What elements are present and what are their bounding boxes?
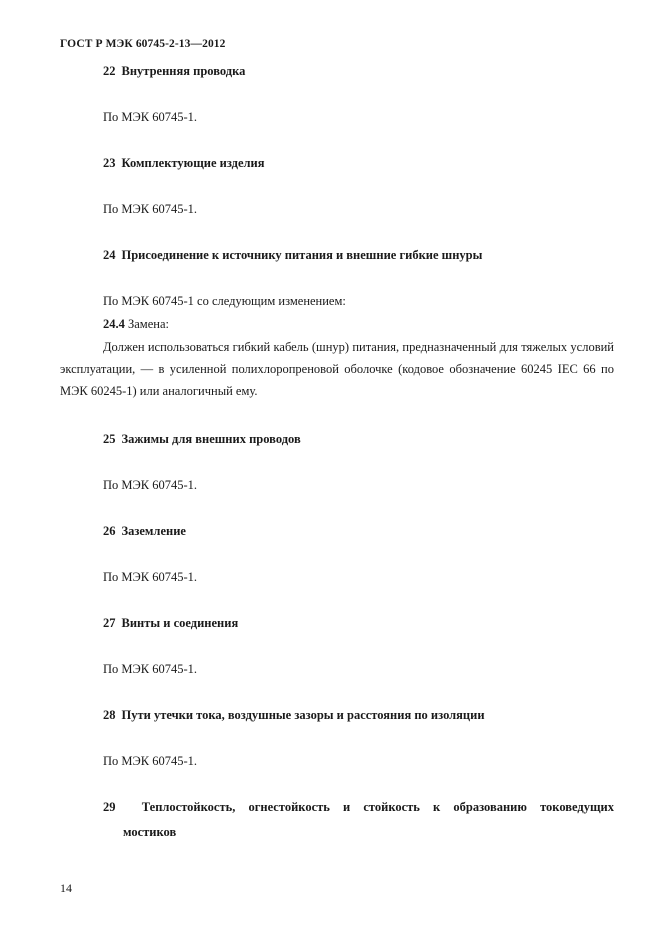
section-number: 23	[103, 156, 116, 170]
section-number: 25	[103, 432, 116, 446]
section-number: 27	[103, 616, 116, 630]
section-title: Заземление	[121, 524, 186, 538]
section-title: Зажимы для внешних проводов	[121, 432, 301, 446]
section-title: Комплектующие изделия	[121, 156, 265, 170]
section-number: 24	[103, 248, 116, 262]
section-title-line1	[103, 795, 614, 820]
section-title: Теплостойкость, огнестойкость и стойкость к образованию токоведущих	[141, 800, 614, 814]
section-body-24: По МЭК 60745-1 со следующим изменением:	[103, 294, 346, 308]
section-number: 26	[103, 524, 116, 538]
section-title: Винты и соединения	[121, 616, 239, 630]
section-body-22: По МЭК 60745-1.	[103, 110, 198, 124]
section-title: Пути утечки тока, воздушные зазоры и расстояния по изоляции	[121, 708, 485, 722]
section-body-25: По МЭК 60745-1.	[103, 478, 198, 492]
section-body-23: По МЭК 60745-1.	[103, 202, 198, 216]
section-heading-28	[103, 708, 485, 723]
document-header: ГОСТ Р МЭК 60745-2-13—2012	[60, 38, 226, 50]
subsection-number: 24.4	[103, 317, 125, 331]
section-heading-22	[103, 64, 245, 79]
section-heading-27	[103, 616, 238, 631]
section-heading-29	[103, 795, 614, 845]
subsection-paragraph: Должен использоваться гибкий кабель (шнур) питания, предназначенный для тяжелых условий эксплуатации, — в усиленной полихлоропреновой оболочке (кодовое обозначение 60245 IEC 66 по МЭК 60245-1) или аналогичный ему.	[60, 340, 614, 398]
section-body-27: По МЭК 60745-1.	[103, 662, 198, 676]
page-number: 14	[60, 881, 72, 895]
section-body-26: По МЭК 60745-1.	[103, 570, 198, 584]
section-number: 29	[103, 800, 116, 814]
section-heading-25	[103, 432, 301, 447]
section-number: 28	[103, 708, 116, 722]
section-heading-24	[103, 248, 482, 263]
section-heading-23	[103, 156, 265, 171]
section-body-28: По МЭК 60745-1.	[103, 754, 198, 768]
section-heading-26	[103, 524, 186, 539]
section-title: Присоединение к источнику питания и внешние гибкие шнуры	[121, 248, 483, 262]
section-title-line2: мостиков	[123, 825, 177, 839]
subsection-label: Замена:	[128, 317, 169, 331]
section-title: Внутренняя проводка	[121, 64, 246, 78]
section-number: 22	[103, 64, 116, 78]
subsection-24-4	[103, 317, 169, 332]
